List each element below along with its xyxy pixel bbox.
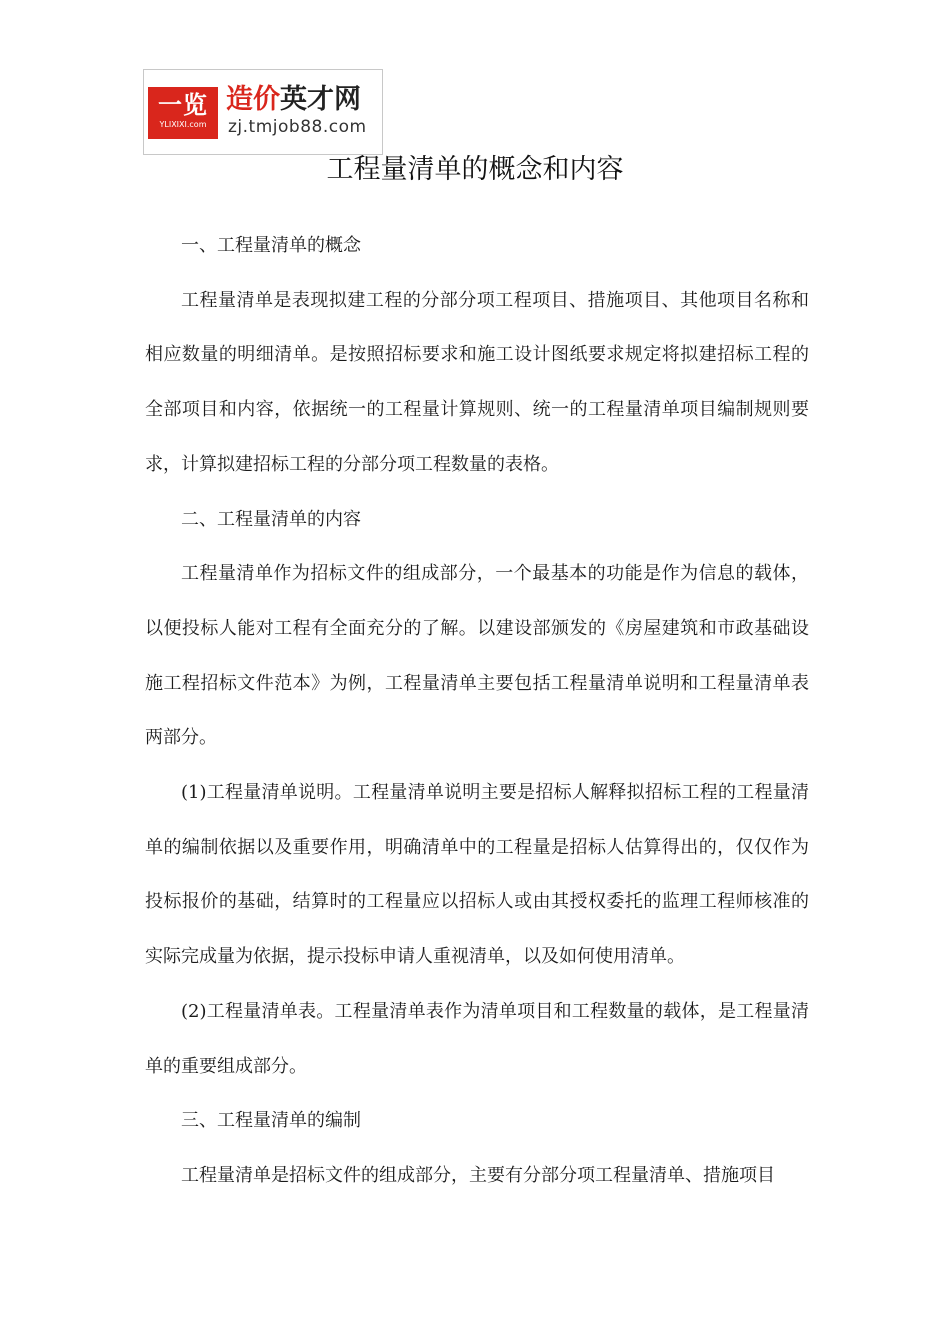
logo-site-name	[226, 84, 361, 116]
paragraph-compilation: 工程量清单是招标文件的组成部分，主要有分部分项工程量清单、措施项目	[181, 1164, 775, 1186]
document-body	[145, 219, 809, 1204]
paragraph-content: 工程量清单作为招标文件的组成部分，一个最基本的功能是作为信息的载体，以便投标人能对工程有全面充分的了解。以建设部颁发的《房屋建筑和市政基础设施工程招标文件范本》为例，工程量清单主要包括工程量清单说明和工程量清单表两部分。	[145, 563, 809, 749]
paragraph-list-table: (2)工程量清单表。工程量清单表作为清单项目和工程数量的载体，是工程量清单的重要组成部分。	[145, 1000, 809, 1077]
site-logo	[143, 69, 383, 155]
logo-badge-subtext: YLIXIXI.com	[159, 120, 207, 129]
paragraph-list-explanation: (1)工程量清单说明。工程量清单说明主要是招标人解释拟招标工程的工程量清单的编制依据以及重要作用，明确清单中的工程量是招标人估算得出的，仅仅作为投标报价的基础，结算时的工程量应以招标人或由其授权委托的监理工程师核准的实际完成量为依据，提示投标申请人重视清单，以及如何使用清单。	[145, 782, 809, 968]
logo-name-dark: 英才网	[280, 84, 361, 115]
paragraph-concept: 工程量清单是表现拟建工程的分部分项工程项目、措施项目、其他项目名称和相应数量的明细清单。是按照招标要求和施工设计图纸要求规定将拟建招标工程的全部项目和内容，依据统一的工程量计算规则、统一的工程量清单项目编制规则要求，计算拟建招标工程的分部分项工程数量的表格。	[145, 289, 809, 475]
document-title: 工程量清单的概念和内容	[326, 154, 624, 185]
section-heading-compilation: 三、工程量清单的编制	[181, 1110, 361, 1132]
section-heading-content: 二、工程量清单的内容	[181, 508, 361, 530]
logo-badge	[148, 87, 218, 139]
logo-badge-text: 一览	[158, 91, 208, 119]
logo-name-red: 造价	[226, 84, 280, 115]
section-heading-concept: 一、工程量清单的概念	[181, 235, 361, 256]
logo-url: zj.tmjob88.com	[228, 117, 367, 137]
